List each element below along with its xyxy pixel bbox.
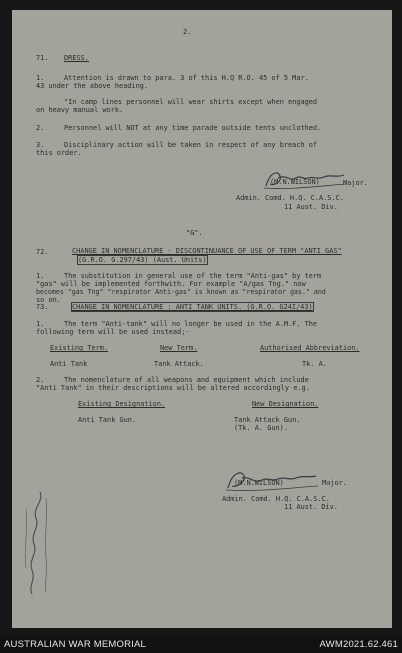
section-72-p1-number: 1. <box>36 272 45 280</box>
document-page <box>12 10 392 628</box>
table-header-abbreviation: Authorised Abbreviation. <box>260 344 360 352</box>
signature-2-rank: Major. <box>322 479 347 487</box>
section-71-p1-line2: 43 under the above heading. <box>36 82 149 90</box>
section-71-quote-line2: on heavy manual work. <box>36 106 124 114</box>
section-72-heading-line1: CHANGE IN NOMENCLATURE - DISCONTINUANCE OF USE OF TERM "ANTI GAS" <box>72 247 342 255</box>
signature-1-rank: Major. <box>343 179 368 187</box>
section-71-p2-number: 2. <box>36 124 45 132</box>
table-header-existing-term: Existing Term. <box>50 344 109 352</box>
footer-source-label: AUSTRALIAN WAR MEMORIAL <box>4 639 147 650</box>
section-71-heading: DRESS. <box>64 54 89 62</box>
footer-accession-number: AWM2021.62.461 <box>319 639 398 650</box>
section-72-p1-line1: The substitution in general use of the term "Anti-gas" by term <box>64 272 322 280</box>
section-71-p1-line1: Attention is drawn to para. 3 of this H.Q R.O. 45 of 5 Mar. <box>64 74 309 82</box>
section-73-number: 73. <box>36 303 49 311</box>
signature-2-line1: Admin. Comd. H.Q. C.A.S.C. <box>222 495 330 503</box>
part-label: "G". <box>186 229 203 237</box>
section-72-heading-line2: (G.R.O. G.297/43) (Aust. Units) <box>78 256 207 264</box>
designation-new-value-line2: (Tk. A. Gun). <box>234 424 288 432</box>
margin-handwritten-note <box>18 488 54 598</box>
table-cell-existing-term: Anti Tank <box>50 360 88 368</box>
section-73-p2-number: 2. <box>36 376 45 384</box>
section-71-number: 71. <box>36 54 49 62</box>
section-72-p1-line3: becomes "gas Tng" "respirator Anti-gas" is known as "respirator gas." and <box>36 288 326 296</box>
section-73-p2-line1: The nomenclature of all weapons and equipment which include <box>64 376 309 384</box>
table-header-new-term: New Term. <box>160 344 198 352</box>
section-73-p1-line1: The term "Anti-tank" will no longer be used in the A.M.F. The <box>64 320 318 328</box>
designation-header-new: New Designation. <box>252 400 319 408</box>
section-73-p1-line2: following term will be used instead;- <box>36 328 190 336</box>
designation-new-value-line1: Tank Attack Gun. <box>234 416 301 424</box>
page-number: 2. <box>183 28 192 36</box>
signature-1-line1: Admin. Comd. H.Q. C.A.S.C. <box>236 194 344 202</box>
section-73-p2-line2: "Anti Tank" in their descriptions will be altered accordingly e.g. <box>36 384 310 392</box>
section-73-p1-number: 1. <box>36 320 45 328</box>
table-cell-abbreviation: Tk. A. <box>302 360 327 368</box>
section-72-number: 72. <box>36 248 49 256</box>
section-71-p3-line1: Disciplinary action will be taken in respect of any breach of <box>64 141 318 149</box>
section-71-p3-line2: this order. <box>36 149 82 157</box>
section-71-p2-text: Personnel will NOT at any time parade outside tents unclothed. <box>64 124 322 132</box>
section-71-p1-number: 1. <box>36 74 45 82</box>
signature-1-name: (M.N.WILSON) <box>270 178 320 186</box>
section-72-p1-line4: so on. <box>36 296 61 304</box>
archive-footer <box>0 636 402 653</box>
signature-1-line2: 11 Aust. Div. <box>284 203 338 211</box>
designation-existing-value: Anti Tank Gun. <box>78 416 137 424</box>
table-cell-new-term: Tank Attack. <box>154 360 204 368</box>
section-71-p3-number: 3. <box>36 141 45 149</box>
section-72-p1-line2: "gas" will be implemented forthwith. For example "A/gas Tng." now <box>36 280 306 288</box>
signature-2-line2: 11 Aust. Div. <box>284 503 338 511</box>
section-73-heading: CHANGE IN NOMENCLATURE : ANTI TANK UNITS. (G.R.O. G24I/43) <box>72 303 313 311</box>
signature-2-name: (M.N.WILSON) <box>234 479 284 487</box>
section-71-quote-line1: "In camp lines personnel will wear shirts except when engaged <box>64 98 318 106</box>
designation-header-existing: Existing Designation. <box>78 400 166 408</box>
